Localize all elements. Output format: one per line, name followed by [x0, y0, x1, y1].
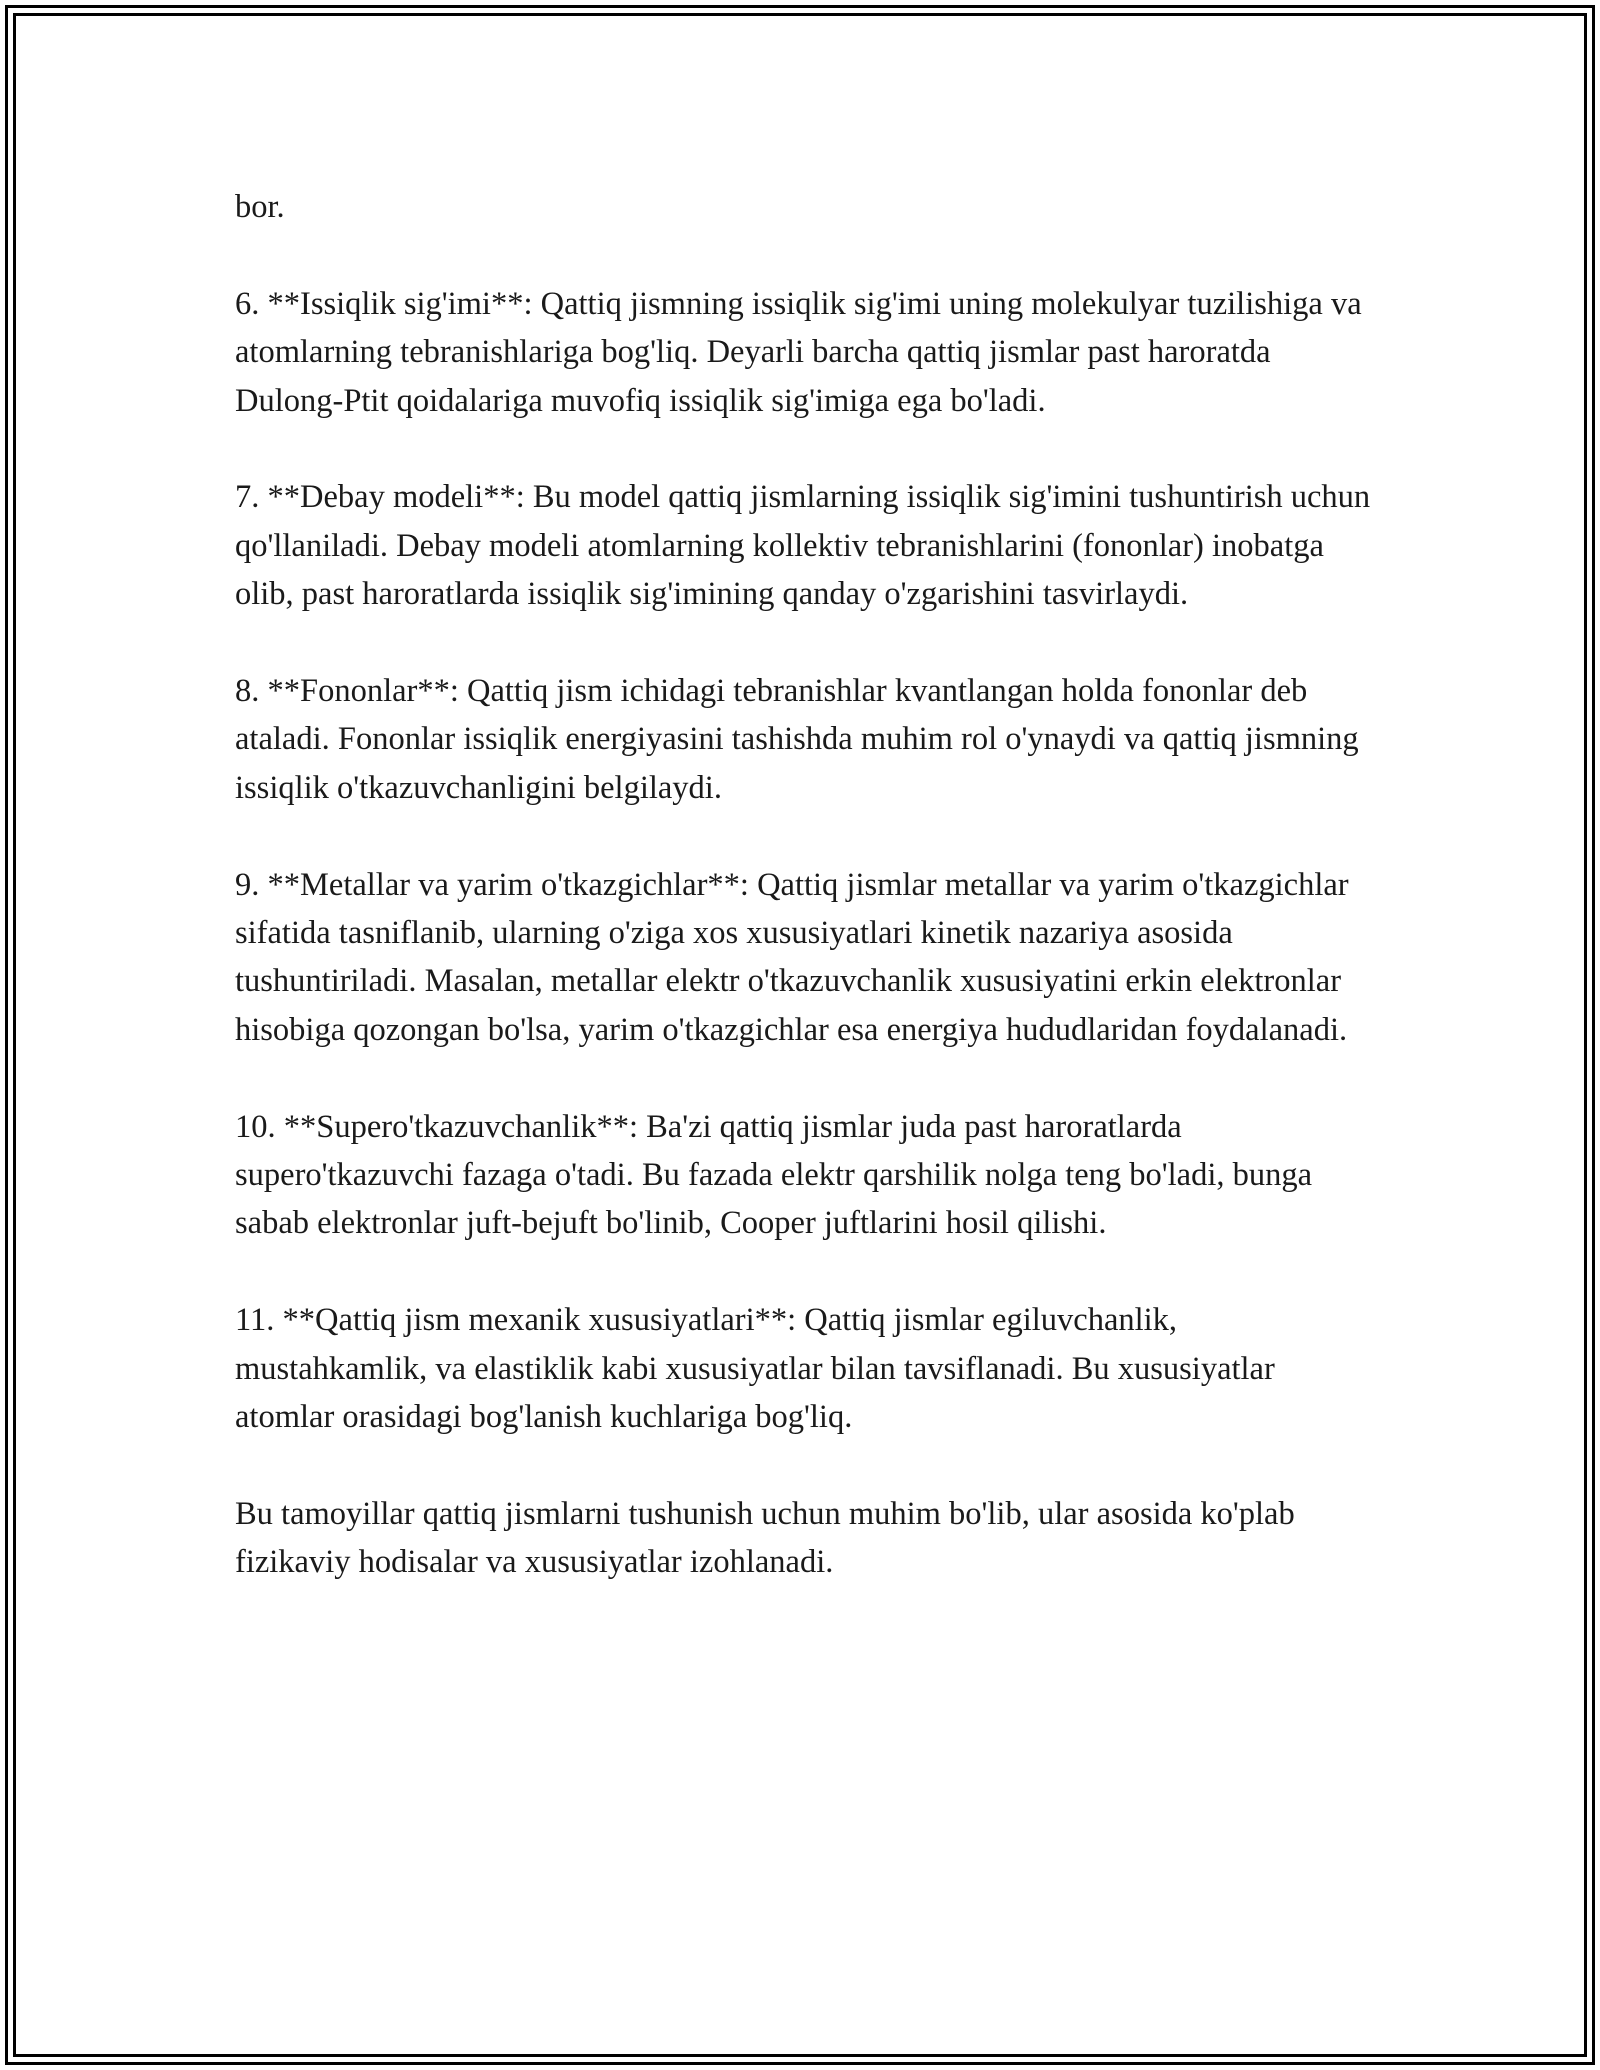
- paragraph-superotkazuvchanlik: 10. **Supero'tkazuvchanlik**: Ba'zi qattiq jismlar juda past haroratlarda supero'tkazuvchi fazaga o'tadi. Bu fazada elektr qarshilik nolga teng bo'ladi, bunga sabab elektronlar juft-bejuft bo'linib, Cooper juftlarini hosil qilishi.: [235, 1108, 1313, 1242]
- document-body: [235, 183, 1375, 1635]
- paragraph-continuation: bor.: [235, 189, 285, 225]
- paragraph-debay-modeli: 7. **Debay modeli**: Bu model qattiq jismlarning issiqlik sig'imini tushuntirish uchun qo'llaniladi. Debay modeli atomlarning kollektiv tebranishlarini (fononlar) inobatga olib, past haroratlarda issiqlik sig'imining qanday o'zgarishini tasvirlaydi.: [235, 479, 1371, 613]
- paragraph-metallar: 9. **Metallar va yarim o'tkazgichlar**: Qattiq jismlar metallar va yarim o'tkazgichlar sifatida tasniflanib, ularning o'ziga xos xususiyatlari kinetik nazariya asosida tushuntiriladi. Masalan, metallar elektr o'tkazuvchanlik xususiyatini erkin elektronlar hisobiga qozongan bo'lsa, yarim o'tkazgichlar esa energiya hududlaridan foydalanadi.: [235, 866, 1349, 1048]
- paragraph-issiqlik-sigimi: 6. **Issiqlik sig'imi**: Qattiq jismning issiqlik sig'imi uning molekulyar tuzilishiga va atomlarning tebranishlariga bog'liq. Deyarli barcha qattiq jismlar past haroratda Dulong-Ptit qoidalariga muvofiq issiqlik sig'imiga ega bo'ladi.: [235, 285, 1362, 419]
- paragraph-fononlar: 8. **Fononlar**: Qattiq jism ichidagi tebranishlar kvantlangan holda fononlar deb ataladi. Fononlar issiqlik energiyasini tashishda muhim rol o'ynaydi va qattiq jismning issiqlik o'tkazuvchanligini belgilaydi.: [235, 673, 1359, 806]
- paragraph-conclusion: Bu tamoyillar qattiq jismlarni tushunish uchun muhim bo'lib, ular asosida ko'plab fizikaviy hodisalar va xususiyatlar izohlanadi.: [235, 1495, 1295, 1581]
- paragraph-mexanik-xususiyatlar: 11. **Qattiq jism mexanik xususiyatlari**: Qattiq jismlar egiluvchanlik, mustahkamlik, va elastiklik kabi xususiyatlar bilan tavsiflanadi. Bu xususiyatlar atomlar orasidagi bog'lanish kuchlariga bog'liq.: [235, 1302, 1275, 1436]
